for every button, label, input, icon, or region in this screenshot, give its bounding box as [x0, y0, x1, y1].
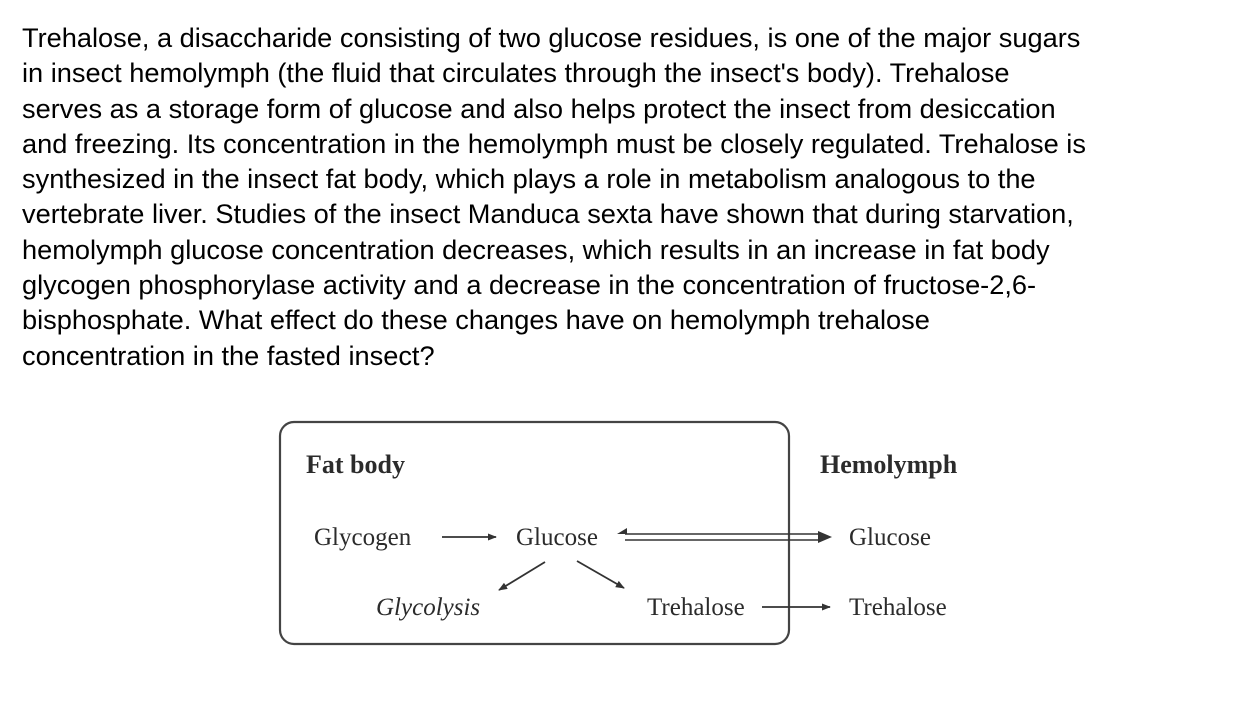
question-line: glycogen phosphorylase activity and a decrease in the concentration of fructose-2,6-: [22, 269, 1037, 301]
question-line: concentration in the fasted insect?: [22, 339, 435, 371]
glucose-fat-body-node: Glucose: [516, 524, 598, 551]
question-line: vertebrate liver. Studies of the insect Manduca sexta have shown that during starvation,: [22, 198, 1074, 230]
glycolysis-node: Glycolysis: [376, 594, 481, 621]
question-line: hemolymph glucose concentration decreases, which results in an increase in fat body: [22, 233, 1050, 265]
arrow-glucose-to-glycolysis: [499, 562, 545, 590]
question-line: in insect hemolymph (the fluid that circulates through the insect's body). Trehalose: [22, 57, 1010, 89]
arrow-glucose-to-trehalose: [577, 561, 624, 588]
question-line: synthesized in the insect fat body, which plays a role in metabolism analogous to the: [22, 163, 1036, 195]
fat-body-label: Fat body: [306, 450, 405, 479]
hemolymph-label: Hemolymph: [820, 450, 958, 479]
question-line: serves as a storage form of glucose and also helps protect the insect from desiccation: [22, 92, 1056, 124]
trehalose-fat-body-node: Trehalose: [647, 594, 745, 621]
trehalose-hemolymph-node: Trehalose: [849, 594, 947, 621]
glycogen-node: Glycogen: [314, 524, 412, 551]
question-line: Trehalose, a disaccharide consisting of two glucose residues, is one of the major sugars: [22, 22, 1081, 53]
equilibrium-arrow-glucose: [617, 528, 832, 543]
glucose-hemolymph-node: Glucose: [849, 524, 931, 551]
question-line: and freezing. Its concentration in the hemolymph must be closely regulated. Trehalose is: [22, 127, 1086, 159]
question-line: bisphosphate. What effect do these changes have on hemolymph trehalose: [22, 304, 930, 336]
